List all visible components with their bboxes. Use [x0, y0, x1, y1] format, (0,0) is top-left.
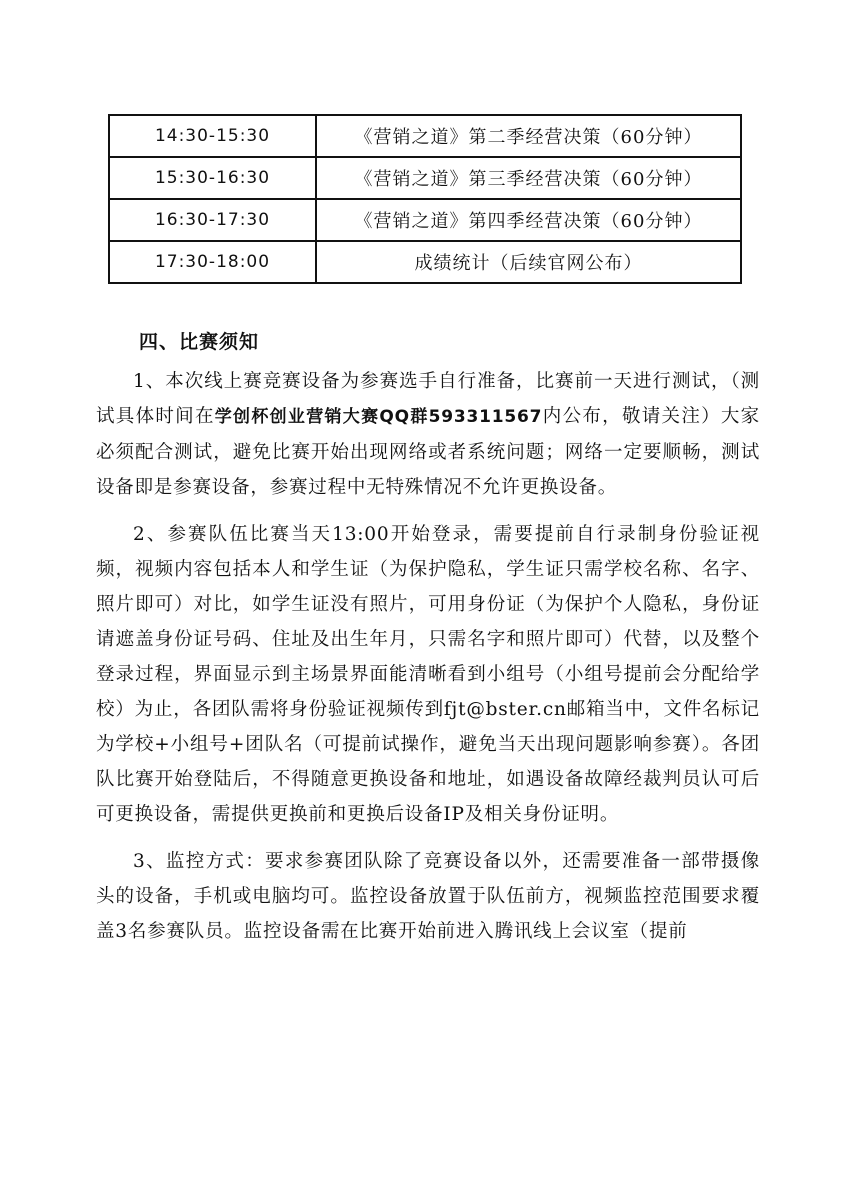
paragraph-monitoring: 3、监控方式：要求参赛团队除了竞赛设备以外，还需要准备一部带摄像头的设备，手机或电脑均可。监控设备放置于队伍前方，视频监控范围要求覆盖3名参赛队员。监控设备需在比赛开始前进入腾讯线上会议室（提前	[96, 851, 760, 942]
table-row	[109, 241, 741, 283]
section-body	[96, 364, 760, 961]
table-row	[109, 199, 741, 241]
paragraph-text: 内公布，敬请关注）大家必须配合测试，避免比赛开始出现网络或者系统问题；网络一定要顺畅，测试设备即是参赛设备，参赛过程中无特殊情况不允许更换设备。	[96, 406, 760, 498]
table-row	[109, 157, 741, 199]
time-cell: 16:30-17:30	[109, 199, 316, 241]
activity-cell: 《营销之道》第四季经营决策（60分钟）	[316, 199, 741, 241]
activity-cell: 成绩统计（后续官网公布）	[316, 241, 741, 283]
time-cell: 17:30-18:00	[109, 241, 316, 283]
qq-group-highlight: 学创杯创业营销大赛QQ群593311567	[214, 407, 543, 427]
paragraph-login: 2、参赛队伍比赛当天13:00开始登录，需要提前自行录制身份验证视频，视频内容包括本人和学生证（为保护隐私，学生证只需学校名称、名字、照片即可）对比，如学生证没有照片，可用身份证（为保护个人隐私，身份证请遮盖身份证号码、住址及出生年月，只需名字和照片即可）代替，以及整个登录过程，界面显示到主场景界面能清晰看到小组号（小组号提前会分配给学校）为止，各团队需将身份验证视频传到fjt@bster.cn邮箱当中，文件名标记为学校+小组号+团队名（可提前试操作，避免当天出现问题影响参赛）。各团队比赛开始登陆后，不得随意更换设备和地址，如遇设备故障经裁判员认可后可更换设备，需提供更换前和更换后设备IP及相关身份证明。	[96, 524, 760, 825]
schedule-table	[108, 114, 742, 284]
table-row	[109, 115, 741, 157]
time-cell: 14:30-15:30	[109, 115, 316, 157]
paragraph-text: 1、本次线上赛竞赛设备为参赛选手自行准备，比赛前一天进行测试，（测试具体时间在	[96, 371, 760, 427]
activity-cell: 《营销之道》第二季经营决策（60分钟）	[316, 115, 741, 157]
time-cell: 15:30-16:30	[109, 157, 316, 199]
activity-cell: 《营销之道》第三季经营决策（60分钟）	[316, 157, 741, 199]
section-heading: 四、比赛须知	[139, 331, 260, 353]
paragraph-testing	[96, 364, 760, 505]
